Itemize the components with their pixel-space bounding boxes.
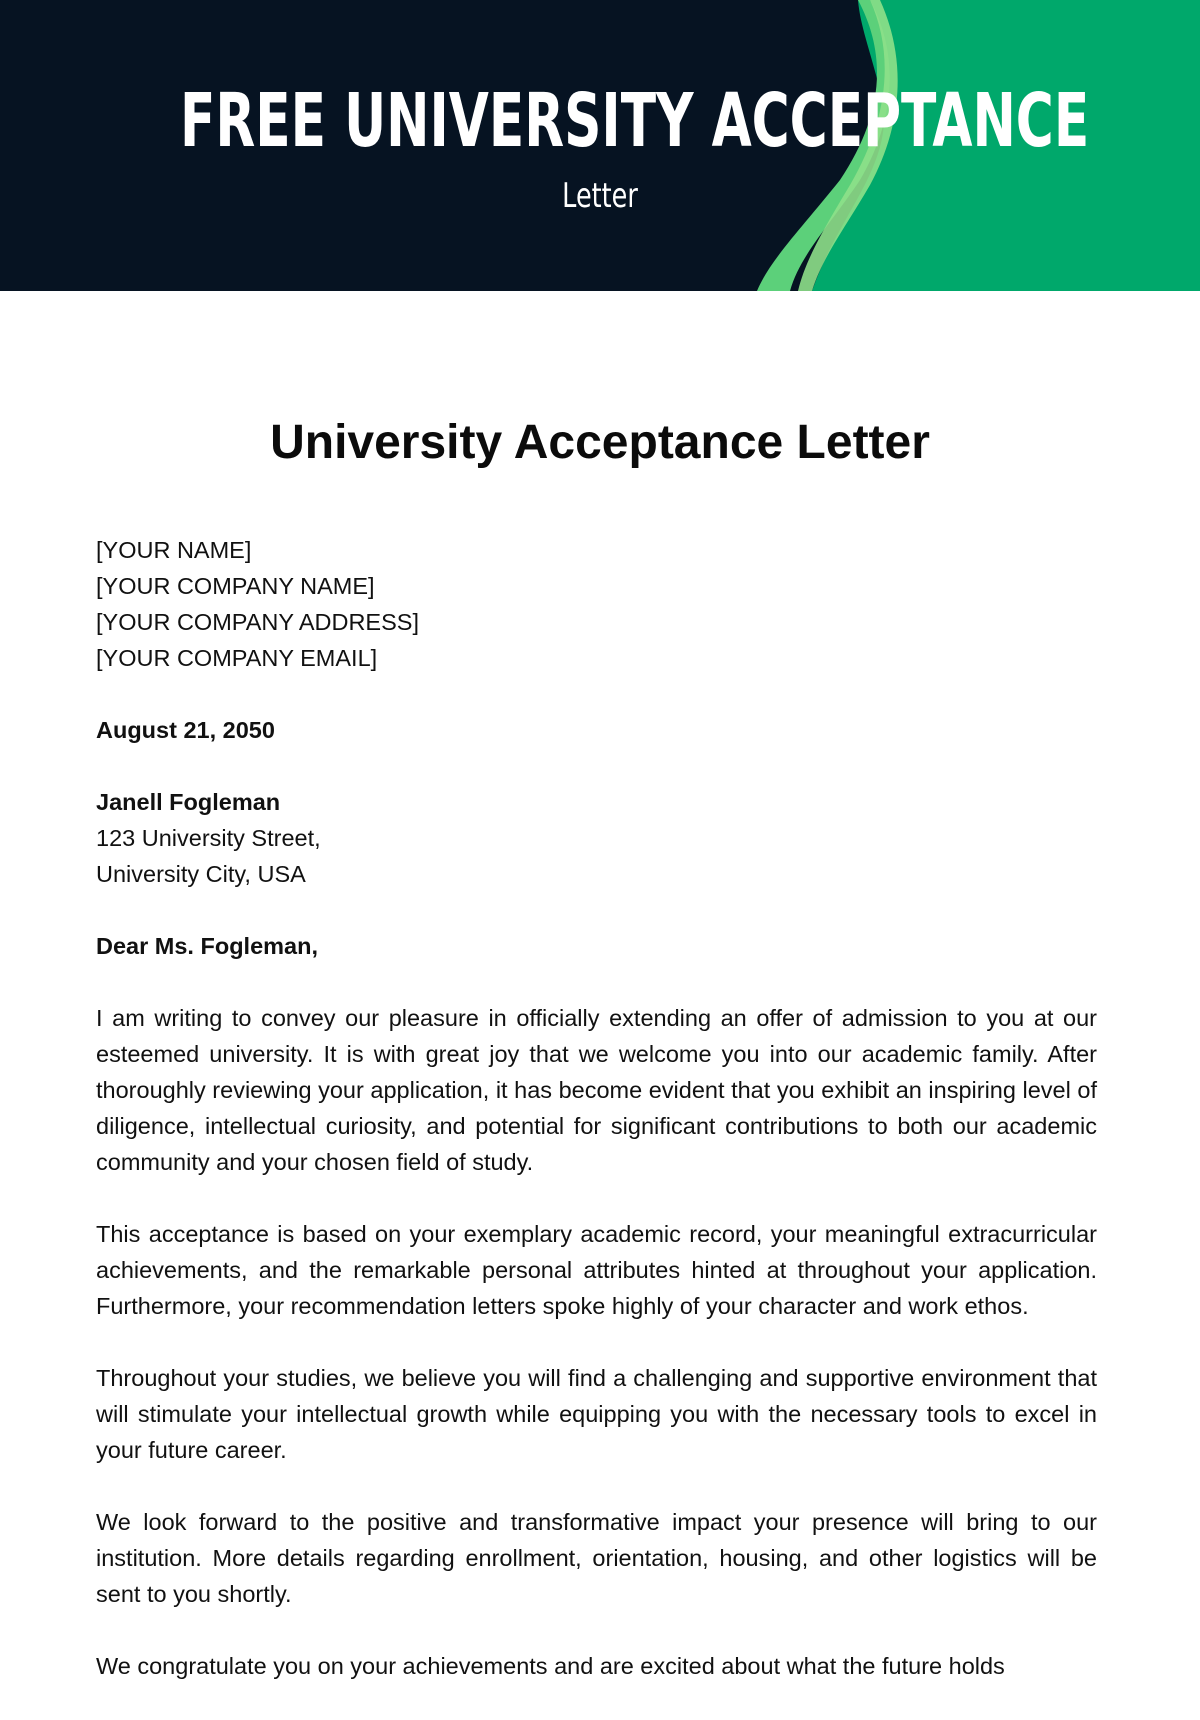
letter-body — [96, 532, 1097, 1720]
sender-block — [96, 532, 1097, 676]
paragraph-studies-environment: Throughout your studies, we believe you will find a challenging and supportive environment that will stimulate your intellectual growth while equipping you with the necessary tools to excel in your future career. — [96, 1365, 1097, 1463]
header-banner — [0, 0, 1200, 291]
sender-company-address: [YOUR COMPANY ADDRESS] — [96, 609, 419, 635]
paragraph-next-steps: We look forward to the positive and transformative impact your presence will bring to our institution. More details regarding enrollment, orientation, housing, and other logistics will be sent to you shortly. — [96, 1509, 1097, 1607]
document-title: University Acceptance Letter — [270, 416, 930, 469]
sender-company-name: [YOUR COMPANY NAME] — [96, 573, 375, 599]
recipient-block — [96, 784, 1097, 892]
recipient-address-line2: University City, USA — [96, 861, 306, 887]
salutation: Dear Ms. Fogleman, — [96, 933, 318, 959]
paragraph-acceptance-basis: This acceptance is based on your exemplary academic record, your meaningful extracurricular achievements, and the remarkable personal attributes hinted at throughout your application. Furthermore, your recommendation letters spoke highly of your character and work ethos. — [96, 1221, 1097, 1319]
salutation-block — [96, 928, 1097, 964]
banner-subtitle: Letter — [562, 176, 638, 216]
paragraph-congratulations: We congratulate you on your achievements and are excited about what the future holds — [96, 1653, 1005, 1679]
sender-company-email: [YOUR COMPANY EMAIL] — [96, 645, 378, 671]
paragraph-admission-offer: I am writing to convey our pleasure in officially extending an offer of admission to you at our esteemed university. It is with great joy that we welcome you into our academic family. After thoroughly reviewing your application, it has become evident that you exhibit an inspiring level of diligence, intellectual curiosity, and potential for significant contributions to both our academic community and your chosen field of study. — [96, 1005, 1097, 1175]
letter-date: August 21, 2050 — [96, 717, 275, 743]
date-block — [96, 712, 1097, 748]
banner-title: FREE UNIVERSITY ACCEPTANCE — [180, 78, 1090, 164]
recipient-address-line1: 123 University Street, — [96, 825, 321, 851]
sender-name: [YOUR NAME] — [96, 537, 252, 563]
recipient-name: Janell Fogleman — [96, 789, 281, 815]
